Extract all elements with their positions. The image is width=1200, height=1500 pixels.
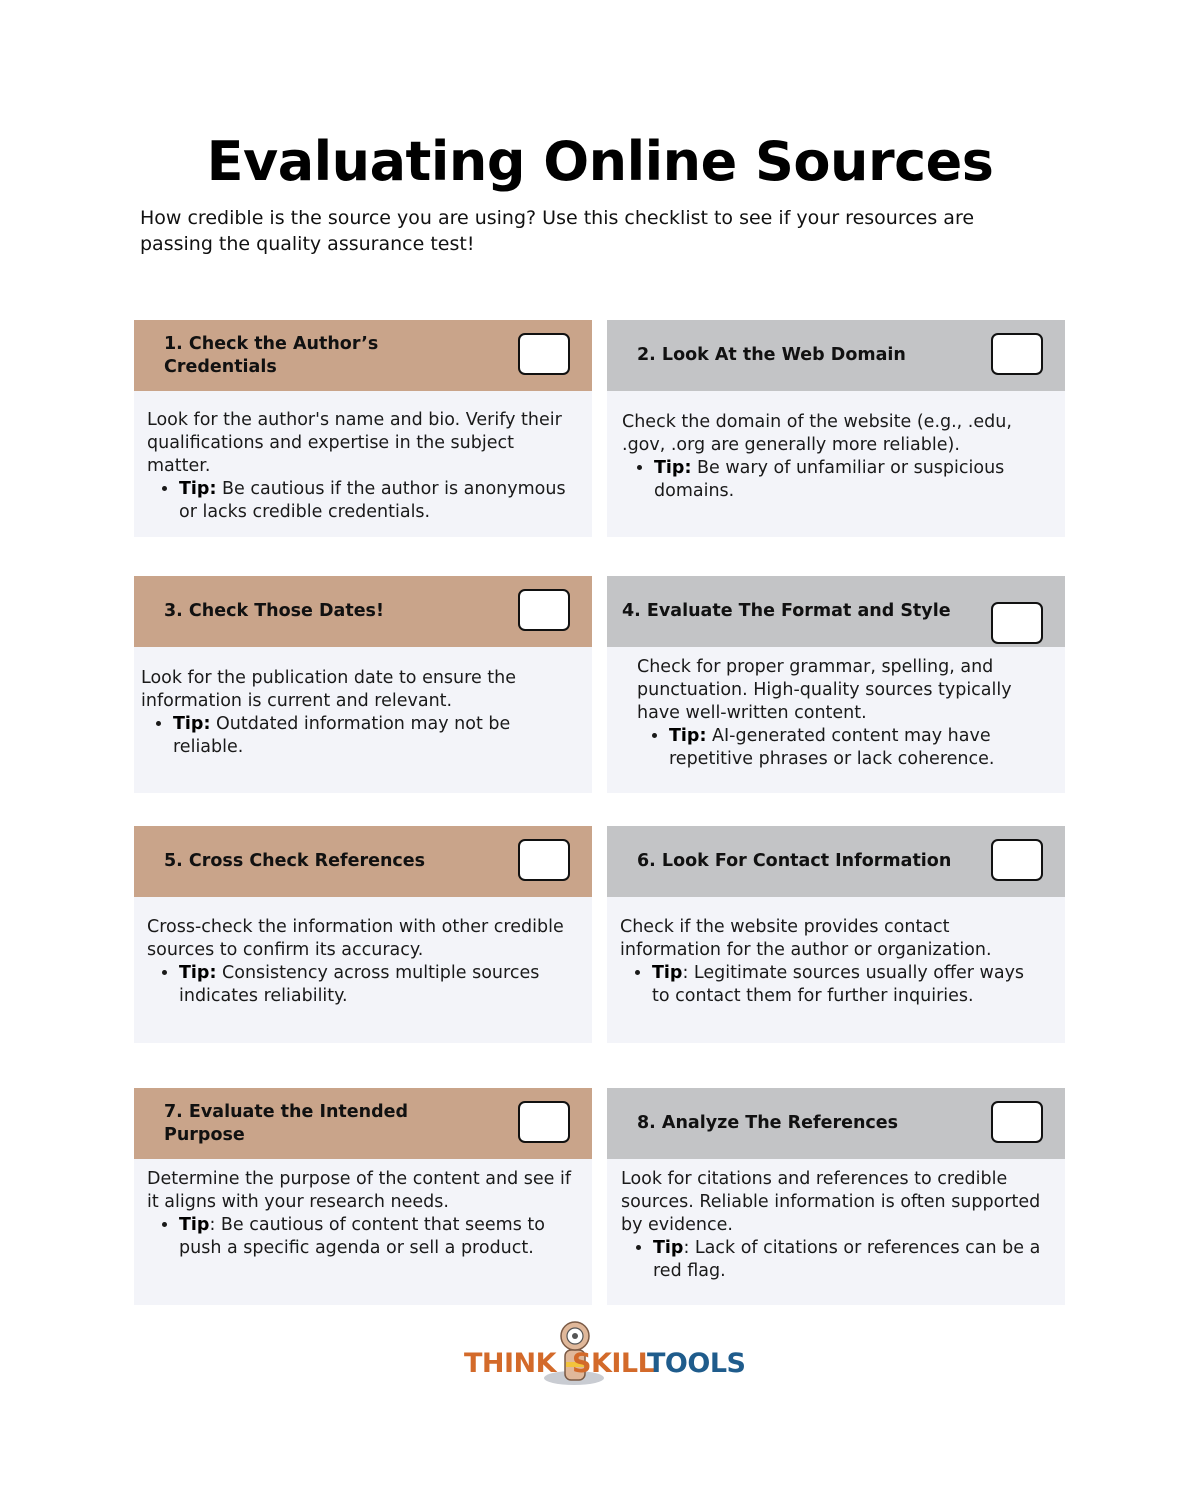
card-description: Look for citations and references to credible sources. Reliable information is often supported by evidence.	[621, 1169, 1041, 1235]
tip-label: Tip:	[669, 726, 707, 746]
card-title: 8. Analyze The References	[637, 1113, 899, 1133]
tip-label: Tip:	[179, 963, 217, 983]
card-title: 1. Check the Author’s Credentials	[164, 333, 379, 377]
tip-text: : Lack of citations or references can be a red flag.	[653, 1238, 1041, 1281]
page-title: Evaluating Online Sources	[206, 130, 994, 193]
tip-item	[179, 962, 572, 1008]
card-header	[134, 576, 592, 647]
tip-text: Consistency across multiple sources indicates reliability.	[179, 963, 540, 1006]
card-body	[134, 897, 592, 1008]
tip-text: Be cautious if the author is anonymous or lacks credible credentials.	[179, 479, 566, 522]
checklist-card-7	[134, 1088, 592, 1305]
checkbox[interactable]	[991, 839, 1043, 881]
tip-item	[653, 1237, 1045, 1283]
card-title: 3. Check Those Dates!	[164, 601, 384, 621]
card-description: Check if the website provides contact information for the author or organization.	[620, 917, 992, 960]
logo-skill: SKILL	[572, 1348, 655, 1379]
tip-label: Tip:	[179, 479, 217, 499]
tip-item	[652, 962, 1045, 1008]
tip-text: : Be cautious of content that seems to push a specific agenda or sell a product.	[179, 1215, 545, 1258]
tip-label: Tip	[652, 963, 683, 983]
card-description: Check the domain of the website (e.g., .edu, .gov, .org are generally more reliable).	[622, 412, 1012, 455]
tip-label: Tip:	[654, 458, 692, 478]
card-description: Determine the purpose of the content and see if it aligns with your research needs.	[147, 1169, 572, 1212]
card-body	[134, 647, 592, 759]
tip-label: Tip:	[173, 714, 211, 734]
tip-text: AI-generated content may have repetitive phrases or lack coherence.	[669, 726, 995, 769]
card-description: Look for the author's name and bio. Verify their qualifications and expertise in the subject matter.	[147, 410, 562, 476]
think-skill-tools-logo	[464, 1318, 754, 1388]
tip-item	[179, 1214, 572, 1260]
tip-text: : Legitimate sources usually offer ways to contact them for further inquiries.	[652, 963, 1025, 1006]
card-description: Cross-check the information with other credible sources to confirm its accuracy.	[147, 917, 564, 960]
page-subtitle: How credible is the source you are using? Use this checklist to see if your resources are passing the quality assurance test!	[140, 207, 975, 255]
card-title: 6. Look For Contact Information	[637, 851, 952, 871]
card-description: Look for the publication date to ensure the information is current and relevant.	[141, 668, 517, 711]
checkbox[interactable]	[991, 602, 1043, 644]
logo-tools: TOOLS	[647, 1348, 746, 1379]
card-title: 7. Evaluate the Intended Purpose	[164, 1101, 409, 1145]
checkbox[interactable]	[518, 333, 570, 375]
card-title: 4. Evaluate The Format and Style	[622, 601, 951, 621]
card-body	[607, 897, 1065, 1008]
card-header	[134, 1088, 592, 1159]
checkbox[interactable]	[991, 333, 1043, 375]
card-header	[607, 576, 1065, 647]
card-body	[134, 391, 592, 524]
checklist-card-6	[607, 826, 1065, 1043]
tip-item	[669, 725, 1045, 771]
tip-item	[654, 457, 1045, 503]
tip-item	[179, 478, 572, 524]
tip-item	[173, 713, 572, 759]
checklist-card-3	[134, 576, 592, 793]
checklist-card-8	[607, 1088, 1065, 1305]
card-body	[607, 1159, 1065, 1283]
checklist-card-2	[607, 320, 1065, 537]
checkbox[interactable]	[991, 1101, 1043, 1143]
checkbox[interactable]	[518, 589, 570, 631]
card-body	[607, 391, 1065, 503]
card-body	[134, 1159, 592, 1260]
tip-text: Be wary of unfamiliar or suspicious domains.	[654, 458, 1005, 501]
card-body	[607, 647, 1065, 771]
tip-text: Outdated information may not be reliable.	[173, 714, 511, 757]
tip-label: Tip	[179, 1215, 210, 1235]
checklist-card-4	[607, 576, 1065, 793]
card-title: 2. Look At the Web Domain	[637, 345, 906, 365]
card-description: Check for proper grammar, spelling, and punctuation. High-quality sources typically have well-written content.	[637, 657, 1012, 723]
checkbox[interactable]	[518, 1101, 570, 1143]
card-header	[607, 1088, 1065, 1159]
tip-label: Tip	[653, 1238, 684, 1258]
card-header	[134, 320, 592, 391]
card-title: 5. Cross Check References	[164, 851, 426, 871]
logo-think: THINK	[464, 1348, 557, 1379]
card-header	[607, 320, 1065, 391]
checklist-card-1	[134, 320, 592, 537]
checkbox[interactable]	[518, 839, 570, 881]
card-header	[607, 826, 1065, 897]
checklist-card-5	[134, 826, 592, 1043]
card-header	[134, 826, 592, 897]
